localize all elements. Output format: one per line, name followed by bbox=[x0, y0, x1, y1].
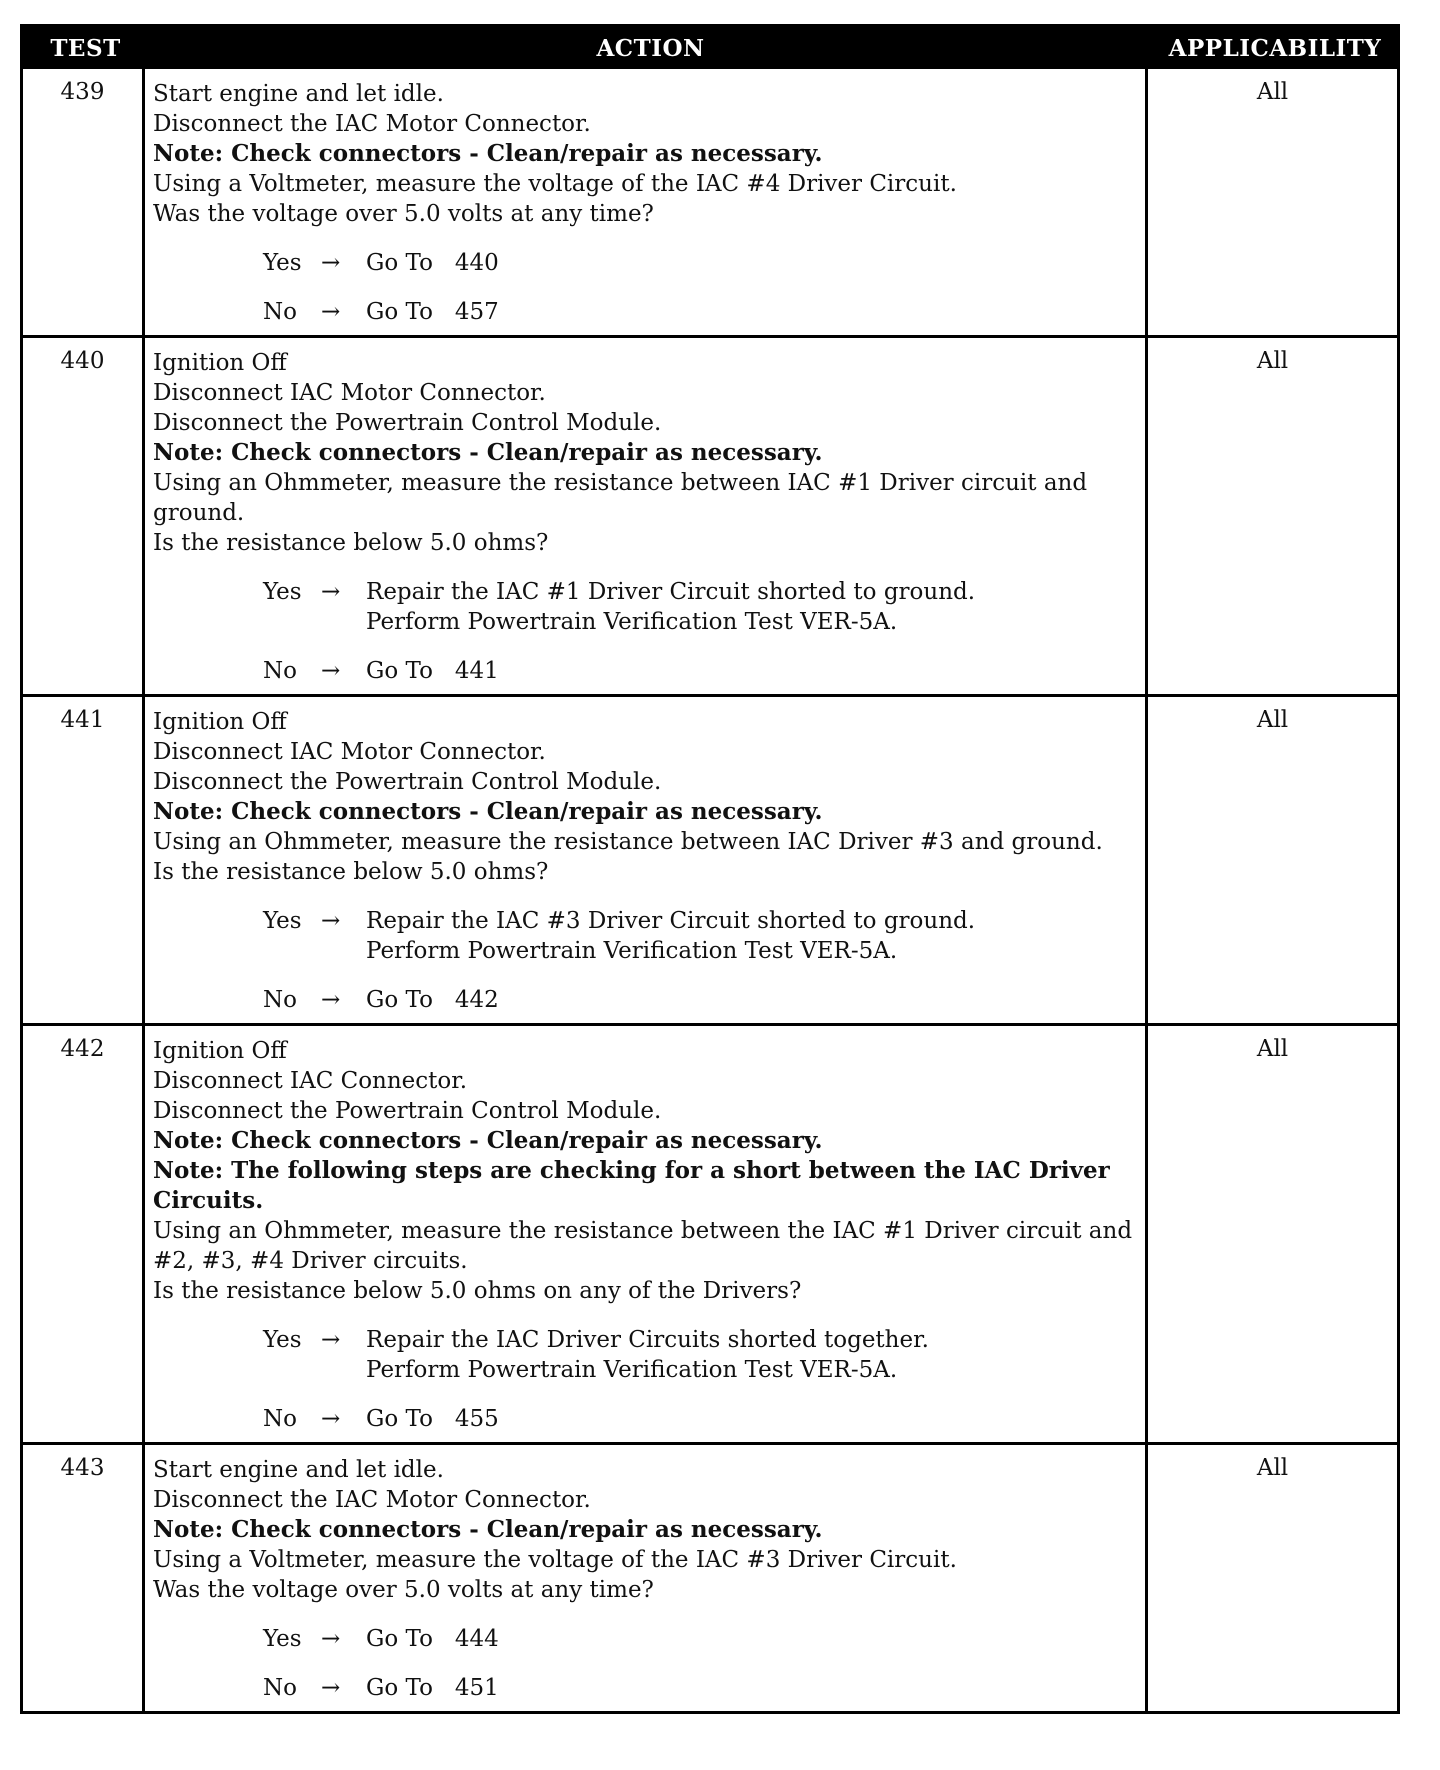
action-line: Ignition Off bbox=[153, 1038, 287, 1064]
header-action: ACTION bbox=[596, 34, 705, 62]
branch-result: Go To 441 bbox=[366, 658, 499, 684]
branch-result: Perform Powertrain Verification Test VER-5A. bbox=[366, 609, 898, 635]
test-number: 439 bbox=[23, 69, 145, 335]
action-line: ground. bbox=[153, 500, 245, 526]
table-row bbox=[23, 1442, 1397, 1711]
answer-label: No bbox=[263, 658, 297, 684]
arrow-right-icon: → bbox=[321, 1626, 341, 1652]
applicability-value: All bbox=[1256, 1455, 1289, 1481]
action-line: Disconnect IAC Connector. bbox=[153, 1068, 468, 1094]
test-number: 443 bbox=[23, 1445, 145, 1711]
branch-yes bbox=[153, 248, 1139, 278]
branch-result: Go To 442 bbox=[366, 987, 499, 1013]
answer-label: Yes bbox=[263, 908, 302, 934]
answer-label: Yes bbox=[263, 250, 302, 276]
arrow-right-icon: → bbox=[321, 987, 341, 1013]
note-line: Note: The following steps are checking for a short between the IAC Driver bbox=[153, 1157, 1110, 1184]
action-line: Disconnect the IAC Motor Connector. bbox=[153, 1487, 591, 1513]
action-line: Disconnect the IAC Motor Connector. bbox=[153, 111, 591, 137]
action-line: Disconnect IAC Motor Connector. bbox=[153, 739, 546, 765]
branch-yes bbox=[153, 577, 1139, 637]
action-line: #2, #3, #4 Driver circuits. bbox=[153, 1248, 468, 1274]
action-line: Disconnect the Powertrain Control Module. bbox=[153, 410, 662, 436]
arrow-right-icon: → bbox=[321, 1327, 341, 1353]
action-cell bbox=[145, 697, 1148, 1023]
branch-result: Repair the IAC Driver Circuits shorted together. bbox=[366, 1327, 929, 1353]
branch-result: Go To 444 bbox=[366, 1626, 499, 1652]
branch-no bbox=[153, 1673, 1139, 1703]
action-line: Using a Voltmeter, measure the voltage of the IAC #3 Driver Circuit. bbox=[153, 1547, 957, 1573]
action-line: Using an Ohmmeter, measure the resistance between the IAC #1 Driver circuit and bbox=[153, 1218, 1133, 1244]
answer-label: No bbox=[263, 299, 297, 325]
table-body bbox=[23, 69, 1397, 1711]
note-line: Note: Check connectors - Clean/repair as necessary. bbox=[153, 798, 823, 825]
action-line: Is the resistance below 5.0 ohms? bbox=[153, 859, 549, 885]
branch-no bbox=[153, 985, 1139, 1015]
action-line: Start engine and let idle. bbox=[153, 81, 444, 107]
branch-result: Go To 440 bbox=[366, 250, 499, 276]
action-line: Using an Ohmmeter, measure the resistance between IAC Driver #3 and ground. bbox=[153, 829, 1103, 855]
branch-result: Go To 451 bbox=[366, 1675, 499, 1701]
action-line: Is the resistance below 5.0 ohms? bbox=[153, 530, 549, 556]
diagnostic-table bbox=[20, 24, 1400, 1714]
action-line: Using an Ohmmeter, measure the resistance between IAC #1 Driver circuit and bbox=[153, 470, 1088, 496]
header-test: TEST bbox=[50, 34, 121, 62]
table-row bbox=[23, 694, 1397, 1023]
answer-label: Yes bbox=[263, 1327, 302, 1353]
branch-result: Go To 455 bbox=[366, 1406, 499, 1432]
action-line: Start engine and let idle. bbox=[153, 1457, 444, 1483]
note-line: Note: Check connectors - Clean/repair as necessary. bbox=[153, 439, 823, 466]
answer-label: No bbox=[263, 1406, 297, 1432]
branch-result: Perform Powertrain Verification Test VER-5A. bbox=[366, 938, 898, 964]
answer-label: Yes bbox=[263, 579, 302, 605]
branch-result: Repair the IAC #1 Driver Circuit shorted to ground. bbox=[366, 579, 976, 605]
branch-result: Repair the IAC #3 Driver Circuit shorted to ground. bbox=[366, 908, 976, 934]
answer-label: No bbox=[263, 1675, 297, 1701]
arrow-right-icon: → bbox=[321, 299, 341, 325]
action-line: Is the resistance below 5.0 ohms on any of the Drivers? bbox=[153, 1278, 802, 1304]
branch-result: Perform Powertrain Verification Test VER-5A. bbox=[366, 1357, 898, 1383]
action-line: Disconnect the Powertrain Control Module. bbox=[153, 769, 662, 795]
action-cell bbox=[145, 1445, 1148, 1711]
note-line: Note: Check connectors - Clean/repair as necessary. bbox=[153, 140, 823, 167]
arrow-right-icon: → bbox=[321, 1406, 341, 1432]
test-number: 440 bbox=[23, 338, 145, 694]
applicability-value: All bbox=[1256, 1036, 1289, 1062]
action-line: Using a Voltmeter, measure the voltage of the IAC #4 Driver Circuit. bbox=[153, 171, 957, 197]
action-cell bbox=[145, 1026, 1148, 1442]
table-row bbox=[23, 69, 1397, 335]
branch-no bbox=[153, 1404, 1139, 1434]
action-line: Was the voltage over 5.0 volts at any time? bbox=[153, 201, 654, 227]
arrow-right-icon: → bbox=[321, 1675, 341, 1701]
header-applicability: APPLICABILITY bbox=[1168, 34, 1382, 62]
branch-yes bbox=[153, 1325, 1139, 1385]
action-line: Ignition Off bbox=[153, 350, 287, 376]
action-line: Ignition Off bbox=[153, 709, 287, 735]
applicability-value: All bbox=[1256, 348, 1289, 374]
branch-result: Go To 457 bbox=[366, 299, 499, 325]
test-number: 441 bbox=[23, 697, 145, 1023]
note-line: Note: Check connectors - Clean/repair as necessary. bbox=[153, 1516, 823, 1543]
table-row bbox=[23, 1023, 1397, 1442]
answer-label: No bbox=[263, 987, 297, 1013]
branch-no bbox=[153, 297, 1139, 327]
note-line: Circuits. bbox=[153, 1187, 264, 1214]
table-row bbox=[23, 335, 1397, 694]
arrow-right-icon: → bbox=[321, 250, 341, 276]
answer-label: Yes bbox=[263, 1626, 302, 1652]
note-line: Note: Check connectors - Clean/repair as necessary. bbox=[153, 1127, 823, 1154]
branch-no bbox=[153, 656, 1139, 686]
arrow-right-icon: → bbox=[321, 658, 341, 684]
test-number: 442 bbox=[23, 1026, 145, 1442]
table-header bbox=[23, 27, 1397, 69]
action-cell bbox=[145, 338, 1148, 694]
applicability-value: All bbox=[1256, 79, 1289, 105]
branch-yes bbox=[153, 1624, 1139, 1654]
action-line: Disconnect IAC Motor Connector. bbox=[153, 380, 546, 406]
arrow-right-icon: → bbox=[321, 908, 341, 934]
applicability-value: All bbox=[1256, 707, 1289, 733]
action-cell bbox=[145, 69, 1148, 335]
action-line: Disconnect the Powertrain Control Module. bbox=[153, 1098, 662, 1124]
action-line: Was the voltage over 5.0 volts at any time? bbox=[153, 1577, 654, 1603]
branch-yes bbox=[153, 906, 1139, 966]
arrow-right-icon: → bbox=[321, 579, 341, 605]
